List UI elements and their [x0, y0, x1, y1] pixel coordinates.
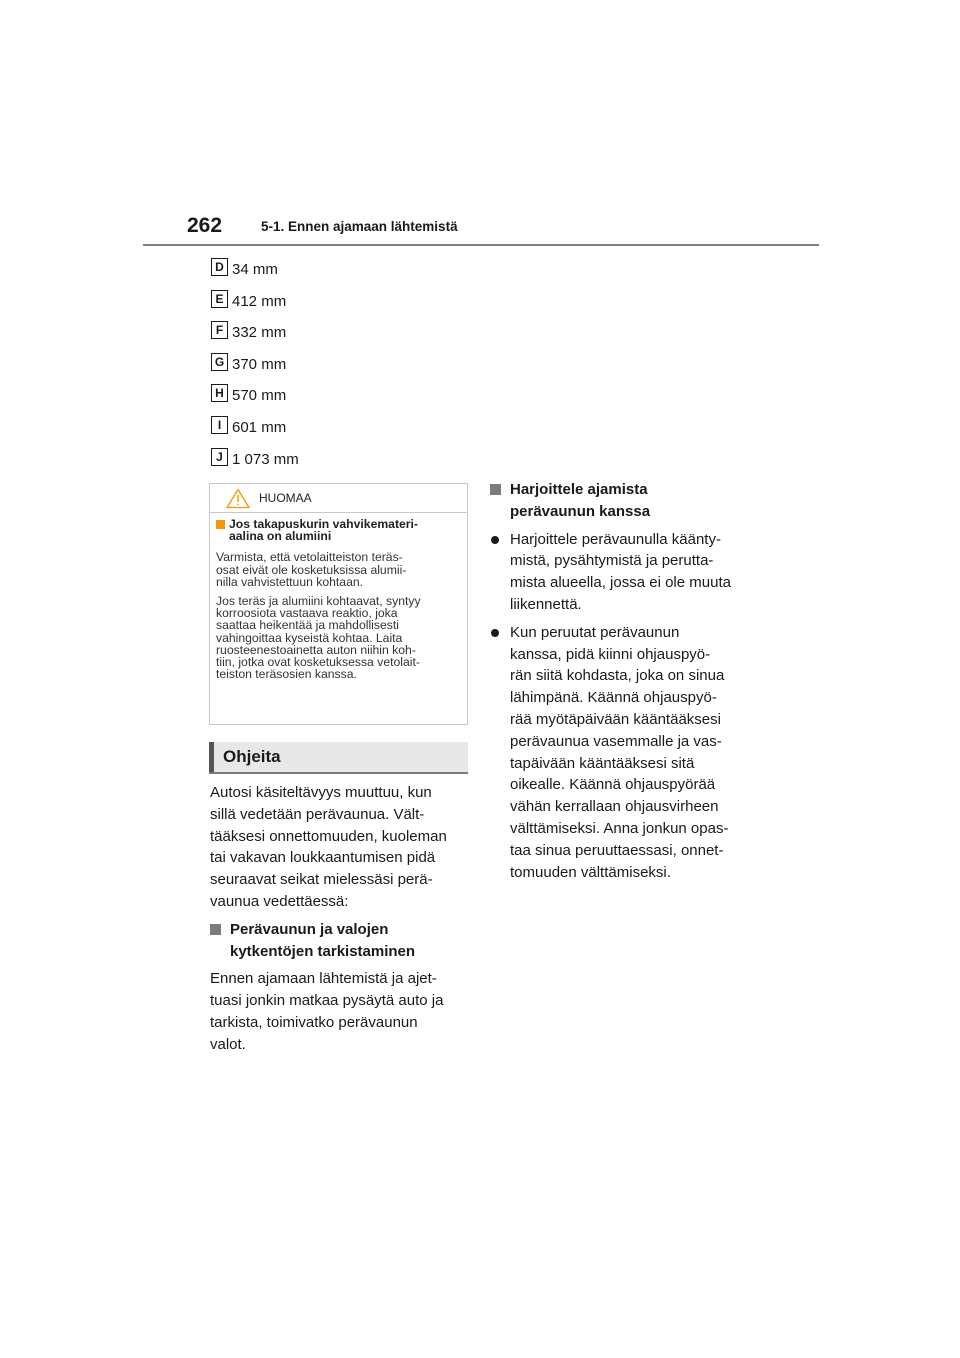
text-line: taa sinua peruuttaessasi, onnet-: [510, 841, 724, 859]
text-line: Jos takapuskurin vahvikemateri-: [229, 517, 418, 531]
text-line: kanssa, pidä kiinni ohjauspyö-: [510, 645, 711, 663]
text-line: vähän kerrallaan ohjausvirheen: [510, 798, 719, 816]
dimension-value: 570 mm: [232, 387, 287, 405]
dimension-row: [211, 290, 471, 322]
dimension-row: [211, 448, 471, 480]
text-line: perävaunun kanssa: [510, 502, 651, 520]
dimension-row: [211, 258, 471, 290]
text-line: Perävaunun ja valojen: [230, 920, 389, 938]
text-line: lähimpänä. Käännä ohjauspyö-: [510, 689, 717, 707]
text-line: liikennettä.: [510, 595, 582, 613]
text-line: osat eivät ole kosketuksissa alumii-: [216, 562, 407, 577]
gray-square-icon: [490, 484, 501, 495]
dimension-row: [211, 353, 471, 385]
section-heading: [210, 919, 472, 963]
text-line: mista alueella, jossa ei ole muuta: [510, 574, 731, 592]
text-line: oikealle. Käännä ohjauspyörää: [510, 776, 716, 794]
bullet-item: [490, 529, 752, 616]
text-line: mistä, pysähtymistä ja perutta-: [510, 552, 714, 570]
text-line: perävaunua vasemmalle ja vas-: [510, 732, 722, 750]
intro-paragraph: [210, 782, 472, 913]
bullet-dot-icon: [491, 629, 499, 637]
bullet-item: [490, 622, 752, 884]
dimension-letter: G: [211, 353, 228, 371]
text-line: aalina on alumiini: [229, 529, 332, 544]
right-column: [490, 479, 752, 889]
orange-square-icon: [216, 520, 225, 529]
bullet-dot-icon: [491, 536, 499, 544]
dimension-value: 412 mm: [232, 292, 287, 310]
dimension-row: [211, 321, 471, 353]
text-line: Harjoittele perävaunulla käänty-: [510, 530, 721, 548]
warning-triangle-icon: [226, 488, 250, 509]
text-line: tai vakavan loukkaantumisen pidä: [210, 849, 436, 867]
text-line: tapäivään kääntääksesi sitä: [510, 754, 695, 772]
text-line: Harjoittele ajamista: [510, 481, 648, 498]
dimension-list: [211, 258, 471, 479]
page-header: [187, 214, 818, 248]
dimension-letter: D: [211, 258, 228, 276]
header-rule: [143, 244, 819, 246]
left-column: [210, 782, 472, 1062]
text-line: Jos teräs ja alumiini kohtaavat, syntyy: [216, 594, 421, 609]
tips-title: Ohjeita: [223, 747, 281, 766]
dimension-letter: H: [211, 384, 228, 402]
text-line: Ennen ajamaan lähtemistä ja ajet-: [210, 970, 437, 988]
text-line: tuasi jonkin matkaa pysäytä auto ja: [210, 992, 444, 1010]
text-line: tarkista, toimivatko perävaunun: [210, 1013, 418, 1031]
tips-heading: [209, 742, 468, 774]
dimension-letter: J: [211, 448, 228, 466]
section-paragraph: [210, 968, 472, 1055]
text-line: vahingoittaa kyseistä kohtaa. Laita: [216, 630, 403, 645]
dimension-letter: I: [211, 416, 228, 434]
notice-box: [209, 483, 468, 725]
notice-paragraph: [216, 595, 461, 680]
dimension-letter: E: [211, 290, 228, 308]
notice-body: [216, 518, 461, 687]
dimension-value: 370 mm: [232, 355, 287, 373]
text-line: kytkentöjen tarkistaminen: [230, 942, 416, 960]
text-line: seuraavat seikat mielessäsi perä-: [210, 871, 433, 889]
text-line: Kun peruutat perävaunun: [510, 623, 680, 641]
text-line: sillä vedetään perävaunua. Vält-: [210, 805, 425, 823]
page-number: 262: [187, 214, 223, 237]
dimension-letter: F: [211, 321, 228, 339]
dimension-value: 332 mm: [232, 324, 287, 342]
text-line: rän siitä kohdasta, joka on sinua: [510, 667, 725, 685]
dimension-value: 601 mm: [232, 418, 287, 436]
dimension-value: 34 mm: [232, 261, 278, 278]
text-line: ruosteenestoainetta auton niihin koh-: [216, 642, 416, 657]
section-heading: [490, 479, 752, 523]
notice-header: [210, 484, 467, 513]
text-line: vaunua vedettäessä:: [210, 892, 349, 910]
text-line: nilla vahvistettuun kohtaan.: [216, 574, 364, 589]
text-line: tiin, jotka ovat kosketuksessa vetolait-: [216, 655, 420, 670]
text-line: välttämiseksi. Anna jonkun opas-: [510, 819, 729, 837]
notice-paragraph: [216, 551, 461, 588]
heading-bar: [209, 742, 214, 772]
dimension-value: 1 073 mm: [232, 450, 299, 468]
dimension-row: [211, 384, 471, 416]
text-line: valot.: [210, 1035, 246, 1053]
text-line: teiston teräsosien kanssa.: [216, 667, 357, 682]
text-line: tomuuden välttämiseksi.: [510, 863, 671, 881]
text-line: saattaa heikentää ja mahdollisesti: [216, 618, 399, 633]
text-line: tääksesi onnettomuuden, kuoleman: [210, 827, 447, 845]
text-line: Varmista, että vetolaitteiston teräs-: [216, 550, 403, 565]
section-title: 5-1. Ennen ajamaan lähtemistä: [261, 219, 458, 234]
dimension-row: [211, 416, 471, 448]
text-line: rää myötäpäivään kääntääksesi: [510, 710, 721, 728]
notice-title: HUOMAA: [259, 491, 312, 505]
gray-square-icon: [210, 924, 221, 935]
text-line: Autosi käsiteltävyys muuttuu, kun: [210, 784, 432, 801]
notice-subtitle: [216, 518, 461, 542]
text-line: korroosiota vastaava reaktio, joka: [216, 606, 398, 621]
